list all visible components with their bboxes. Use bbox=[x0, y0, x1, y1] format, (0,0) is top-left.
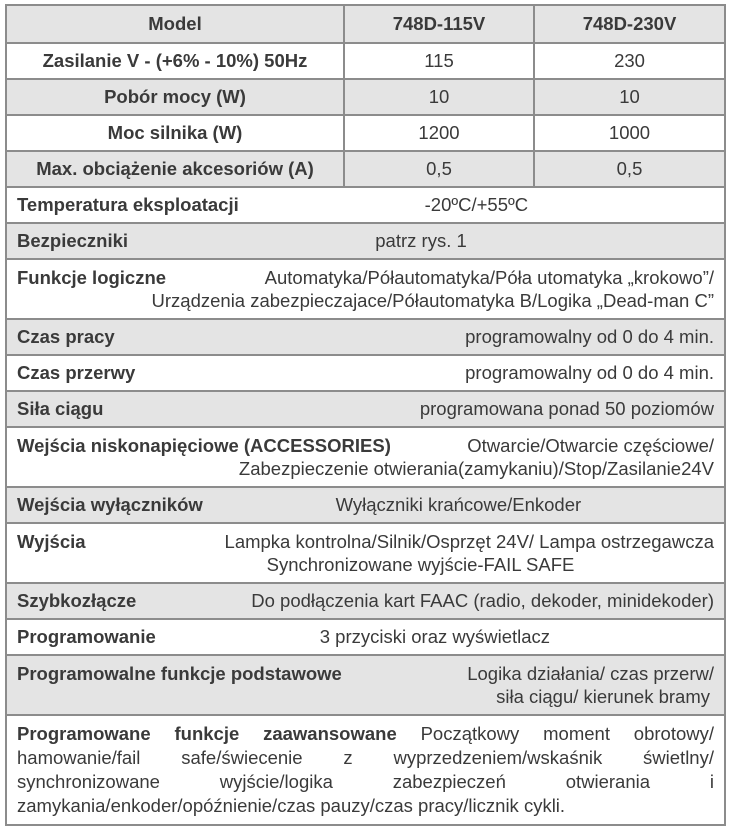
row-value-line2: Synchronizowane wyjście-FAIL SAFE bbox=[266, 554, 575, 575]
row-label: Programowanie bbox=[17, 626, 156, 647]
table-row-prog-podstawowe bbox=[7, 654, 724, 714]
model-115v-header: 748D-115V bbox=[345, 6, 535, 42]
table-row-czas-pracy bbox=[7, 318, 724, 354]
row-label: Czas przerwy bbox=[17, 362, 136, 383]
model-230v-header: 748D-230V bbox=[582, 13, 677, 34]
table-row-programowanie bbox=[7, 618, 724, 654]
table-row-szybkozlacze bbox=[7, 582, 724, 618]
row-value: programowana ponad 50 poziomów bbox=[419, 398, 714, 419]
value-230v: 0,5 bbox=[616, 158, 643, 179]
table-row-sila-ciagu bbox=[7, 390, 724, 426]
row-value-line1: Otwarcie/Otwarcie częściowe/ bbox=[467, 435, 714, 456]
value-115v: 10 bbox=[345, 80, 535, 114]
row-label: Siła ciągu bbox=[17, 398, 104, 419]
row-value: 3 przyciski oraz wyświetlacz bbox=[319, 626, 551, 647]
table-row-funkcje-logiczne bbox=[7, 258, 724, 318]
row-label: Zasilanie V - (+6% - 10%) 50Hz bbox=[7, 44, 345, 78]
row-label: Wejścia wyłączników bbox=[17, 494, 203, 515]
model-header: Model bbox=[7, 6, 345, 42]
row-value: programowalny od 0 do 4 min. bbox=[465, 362, 714, 383]
value-115v: 115 bbox=[345, 44, 535, 78]
row-value-line1: Automatyka/Półautomatyka/Póła utomatyka „krokowo”/ bbox=[264, 267, 714, 288]
row-value: patrz rys. 1 bbox=[375, 230, 467, 251]
row-value-line2: Urządzenia zabezpieczajace/Półautomatyka B/Logika „Dead-man C” bbox=[151, 290, 714, 311]
value-115v: 0,5 bbox=[345, 152, 535, 186]
table-row-obciazenie bbox=[7, 150, 724, 186]
table-row-wyjscia bbox=[7, 522, 724, 582]
row-value: -20ºC/+55ºC bbox=[424, 194, 529, 215]
table-header-row bbox=[7, 6, 724, 42]
row-label: Wejścia niskonapięciowe (ACCESSORIES) bbox=[17, 435, 391, 456]
table-row-bezpieczniki bbox=[7, 222, 724, 258]
value-115v: 1200 bbox=[345, 116, 535, 150]
row-value-line2: Zabezpieczenie otwierania(zamykaniu)/Stop/Zasilanie24V bbox=[238, 458, 714, 479]
table-row-zasilanie bbox=[7, 42, 724, 78]
table-row-moc-silnika bbox=[7, 114, 724, 150]
table-row-pobor-mocy bbox=[7, 78, 724, 114]
row-value: Początkowy moment obrotowy/ hamowanie/fail safe/świecenie z wyprzedzeniem/wskaśnik świetlny/ synchronizowane wyjście/logika zabezpieczeń otwierania i zamykania/enkoder/opóźnienie/czas pauzy/czas pracy/licznik cykli. bbox=[17, 723, 715, 816]
row-label: Pobór mocy (W) bbox=[7, 80, 345, 114]
table-row-temperatura bbox=[7, 186, 724, 222]
row-label: Funkcje logiczne bbox=[17, 267, 167, 288]
row-value: Wyłączniki krańcowe/Enkoder bbox=[335, 494, 582, 515]
table-row-wejscia-wylacznikow bbox=[7, 486, 724, 522]
row-label: Wyjścia bbox=[17, 531, 86, 552]
table-row-wejscia-niskonapieciowe bbox=[7, 426, 724, 486]
row-value-line1: Logika działania/ czas przerw/ bbox=[467, 663, 714, 684]
table-row-prog-zaawansowane bbox=[7, 714, 724, 824]
value-230v: 230 bbox=[614, 50, 645, 71]
row-label: Programowalne funkcje podstawowe bbox=[17, 663, 342, 684]
row-label: Moc silnika (W) bbox=[7, 116, 345, 150]
row-label: Temperatura eksploatacji bbox=[17, 194, 239, 215]
row-label: Czas pracy bbox=[17, 326, 115, 347]
row-value-line2: siła ciągu/ kierunek bramy bbox=[496, 686, 710, 707]
row-label: Programowane funkcje zaawansowane bbox=[17, 723, 397, 744]
row-value: programowalny od 0 do 4 min. bbox=[465, 326, 714, 347]
row-value: Do podłączenia kart FAAC (radio, dekoder, minidekoder) bbox=[251, 590, 714, 611]
row-label: Szybkozłącze bbox=[17, 590, 137, 611]
value-230v: 1000 bbox=[608, 122, 651, 143]
table-row-czas-przerwy bbox=[7, 354, 724, 390]
row-label: Bezpieczniki bbox=[17, 230, 129, 251]
row-value-line1: Lampka kontrolna/Silnik/Osprzęt 24V/ Lampa ostrzegawcza bbox=[224, 531, 714, 552]
spec-table bbox=[5, 4, 726, 826]
row-label: Max. obciążenie akcesoriów (A) bbox=[7, 152, 345, 186]
value-230v: 10 bbox=[619, 86, 640, 107]
